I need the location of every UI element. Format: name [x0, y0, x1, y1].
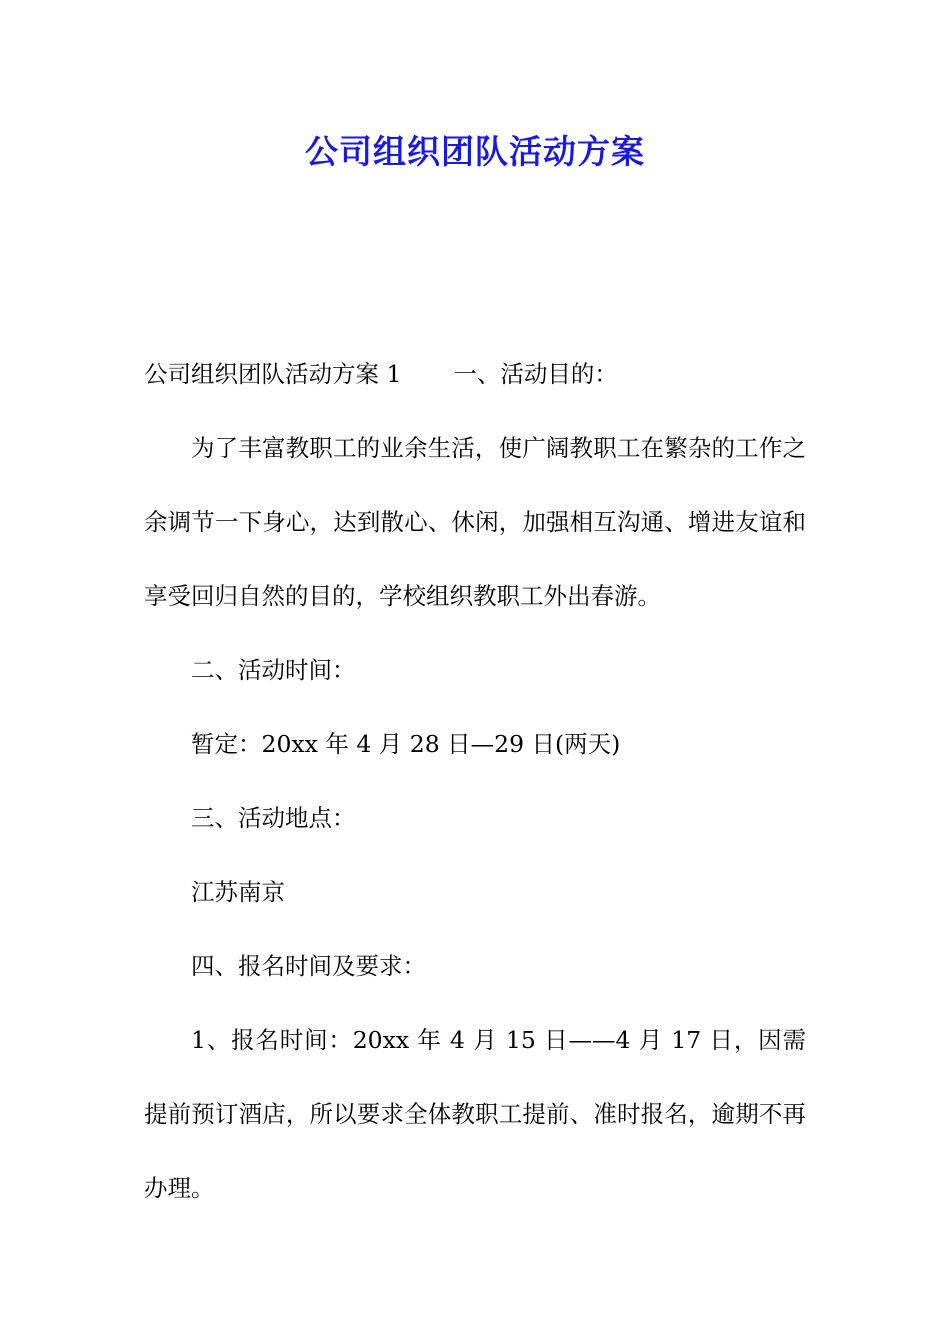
- section-title-registration: 四、报名时间及要求：: [191, 952, 426, 980]
- paragraph-registration: 1、报名时间：20xx 年 4 月 15 日——4 月 17 日，因需提前预订酒店，所以要求全体教职工提前、准时报名，逾期不再办理。: [144, 1026, 806, 1202]
- plan-number-label: 公司组织团队活动方案 1: [144, 360, 402, 388]
- section-title-purpose: 一、活动目的：: [453, 360, 618, 388]
- section-heading: [144, 337, 806, 411]
- paragraph-time: 暂定：20xx 年 4 月 28 日—29 日(两天): [191, 730, 621, 758]
- section-title-time: 二、活动时间：: [191, 656, 356, 684]
- paragraph-location: 江苏南京: [191, 878, 285, 906]
- document-body: [144, 337, 806, 1225]
- paragraph-purpose: 为了丰富教职工的业余生活，使广阔教职工在繁杂的工作之余调节一下身心，达到散心、休闲，加强相互沟通、增进友谊和享受回归自然的目的，学校组织教职工外出春游。: [144, 434, 806, 610]
- section-title-location: 三、活动地点：: [191, 804, 356, 832]
- document-title: 公司组织团队活动方案: [305, 132, 645, 171]
